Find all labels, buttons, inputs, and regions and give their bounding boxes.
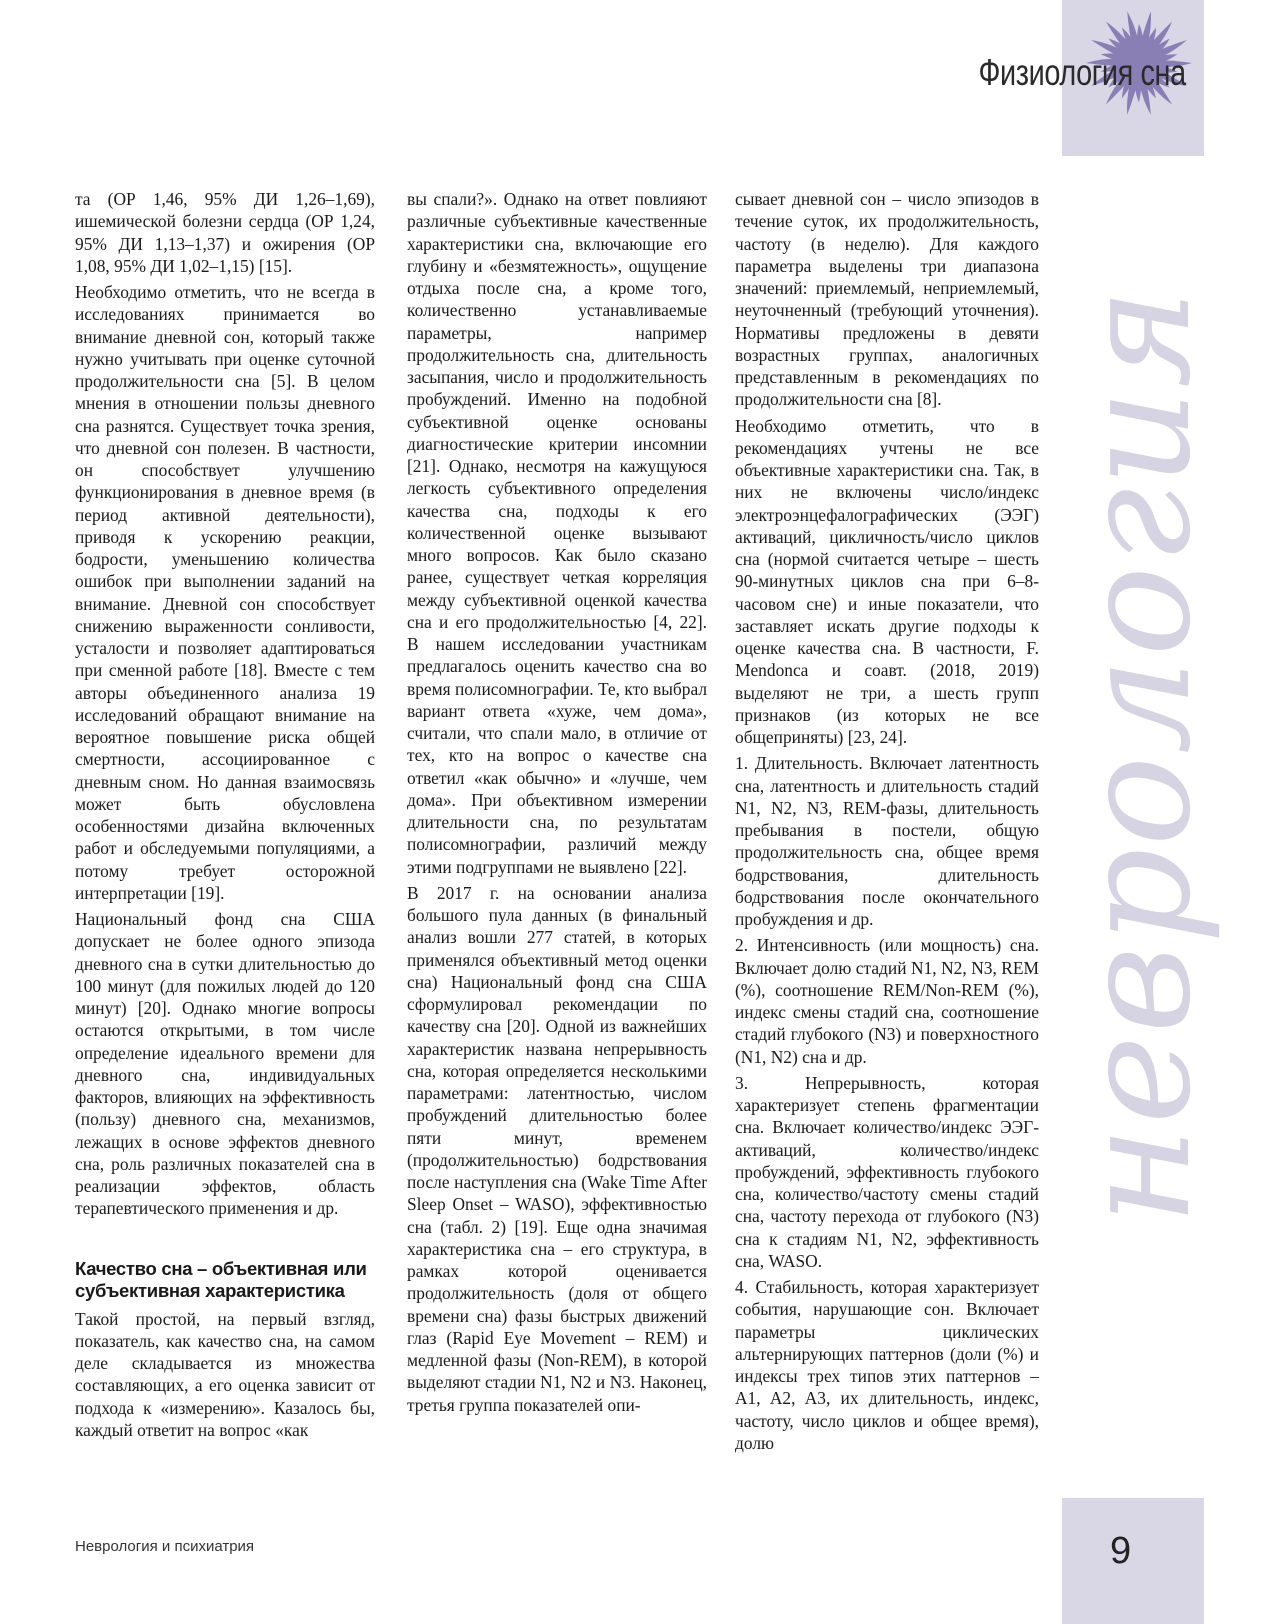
list-item: 1. Длительность. Включает латентность сна, латентность и длительность стадий N1, N2, N3, REM-фазы, длительность пребывания в постели, общую продолжительность сна, общее время бодрствования, длительность бодрствования после окончательного пробуждения и др.: [735, 753, 1039, 929]
list-item: 3. Непрерывность, которая характеризует степень фрагментации сна. Включает количество/индекс ЭЭГ-активаций, количество/индекс пробуждений, эффективность глубокого сна, количество/частоту смены стадий сна, частоту перехода от глубокого (N3) сна к стадиям N1, N2, эффективность сна, WASO.: [735, 1072, 1039, 1271]
paragraph: та (ОР 1,46, 95% ДИ 1,26–1,69), ишемической болезни сердца (ОР 1,24, 95% ДИ 1,13–1,37) и ожирения (ОР 1,08, 95% ДИ 1,02–1,15) [15].: [75, 189, 375, 276]
paragraph: Необходимо отметить, что не всегда в исследованиях принимается во внимание дневной сон, который также нужно учитывать при оценке суточной продолжительности сна [5]. В целом мнения в отношении пользы дневного сна разнятся. Существует точка зрения, что дневной сон полезен. В частности, он способствует улучшению функционирования в дневное время (в период активной деятельности), приводя к ускорению реакции, бодрости, уменьшению количества ошибок при выполнении заданий на внимание. Дневной сон способствует снижению выраженности сонливости, усталости и позволяет адаптироваться при сменной работе [18]. Вместе с тем авторы объединенного анализа 19 исследований обращают внимание на вероятное повышение риска общей смертности, ассоциированное с дневным сном. Но данная взаимосвязь может быть обусловлена особенностями дизайна включенных работ и обследуемыми популяциями, а потому требует осторожной интерпретации [19].: [75, 282, 375, 903]
text-column-2: [407, 188, 707, 1420]
paragraph: вы спали?». Однако на ответ повлияют различные субъективные качественные характеристики сна, включающие его глубину и «безмятежность», ощущение отдыха после сна, а кроме того, количественно устанавливаемые параметры, например продолжительность сна, длительность засыпания, число и продолжительность пробуждений. Именно на подобной субъективной оценке основаны диагностические критерии инсомнии [21]. Однако, несмотря на кажущуюся легкость субъективного определения качества сна, подходы к его количественной оценке вызывают много вопросов. Как было сказано ранее, существует четкая корреляция между субъективной оценкой качества сна и его продолжительностью [4, 22]. В нашем исследовании участникам предлагалось оценить качество сна во время полисомнографии. Те, кто выбрал вариант ответа «хуже, чем дома», считали, что спали мало, в отличие от тех, кто на вопрос о качестве сна ответил «как обычно» и «лучше, чем дома». При объективном измерении длительности сна, по результатам полисомнографии, различий между этими подгруппами не выявлено [22].: [407, 189, 707, 877]
list-item: 4. Стабильность, которая характеризует события, нарушающие сон. Включает параметры циклических альтернирующих паттернов (доли (%) и индексы трех типов этих паттернов – A1, A2, A3, их длительность, индекс, частоту, число циклов и общее время), долю: [735, 1277, 1039, 1453]
text-column-3: [735, 188, 1039, 1458]
paragraph: В 2017 г. на основании анализа большого пула данных (в финальный анализ вошли 277 статей, в которых применялся объективный метод оценки сна) Национальный фонд сна США сформулировал рекомендации по качеству сна [20]. Одной из важнейших характеристик названа непрерывность сна, которая определяется несколькими параметрами: латентностью, числом пробуждений длительностью более пяти минут, временем (продолжительностью) бодрствования после наступления сна (Wake Time After Sleep Onset – WASO), эффективностью сна (табл. 2) [19]. Еще одна значимая характеристика сна – его структура, в рамках которой оценивается продолжительность (доля от общего времени сна) фазы быстрых движений глаз (Rapid Eye Movement – REM) и медленной фазы (Non-REM), в которой выделяют стадии N1, N2 и N3. Наконец, третья группа показателей опи-: [407, 882, 707, 1415]
section-heading: Качество сна – объективная или субъективная характеристика: [75, 1257, 367, 1301]
page-number: 9: [1110, 1530, 1132, 1572]
paragraph: сывает дневной сон – число эпизодов в течение суток, их продолжительность, частоту (в неделю). Для каждого параметра выделены три диапазона значений: приемлемый, неприемлемый, неуточненный (требующий уточнения). Нормативы предложены в девяти возрастных группах, аналогичных представленным в рекомендациях по продолжительности сна [8].: [735, 189, 1039, 410]
paragraph: Необходимо отметить, что в рекомендациях учтены не все объективные характеристики сна. Так, в них не включены число/индекс электроэнцефалографических (ЭЭГ) активаций, цикличность/число циклов сна (нормой считается четыре – шесть 90-минутных циклов сна при 6–8-часовом сне) и иные показатели, что заставляет искать другие подходы к оценке качества сна. В частности, F. Mendonca и соавт. (2018, 2019) выделяют не три, а шесть групп признаков (из которых не все общеприняты) [23, 24].: [735, 415, 1039, 747]
section-title: Физиология сна: [978, 52, 1186, 93]
text-column-1: [75, 188, 375, 1445]
paragraph: Национальный фонд сна США допускает не более одного эпизода дневного сна в сутки длительностью до 100 минут (для пожилых людей до 120 минут) [20]. Однако многие вопросы остаются открытыми, в том числе определение идеального времени для дневного сна, индивидуальных факторов, влияющих на эффективность (пользу) дневного сна, механизмов, лежащих в основе эффектов дневного сна, роль различных показателей сна в реализации эффектов, область терапевтического применения и др.: [75, 909, 375, 1219]
list-item: 2. Интенсивность (или мощность) сна. Включает долю стадий N1, N2, N3, REM (%), соотношение REM/Non-REM (%), индекс смены стадий сна, соотношение стадий глубокого (N3) и поверхностного (N1, N2) сна и др.: [735, 935, 1039, 1067]
paragraph: Такой простой, на первый взгляд, показатель, как качество сна, на самом деле складывается из множества составляющих, а его оценка зависит от подхода к «измерению». Казалось бы, каждый ответит на вопрос «как: [75, 1308, 375, 1440]
footer-accent-tab: [1062, 1498, 1204, 1624]
journal-name: Неврология и психиатрия: [75, 1538, 255, 1555]
side-rubric-label: неврология: [1050, 286, 1224, 1225]
